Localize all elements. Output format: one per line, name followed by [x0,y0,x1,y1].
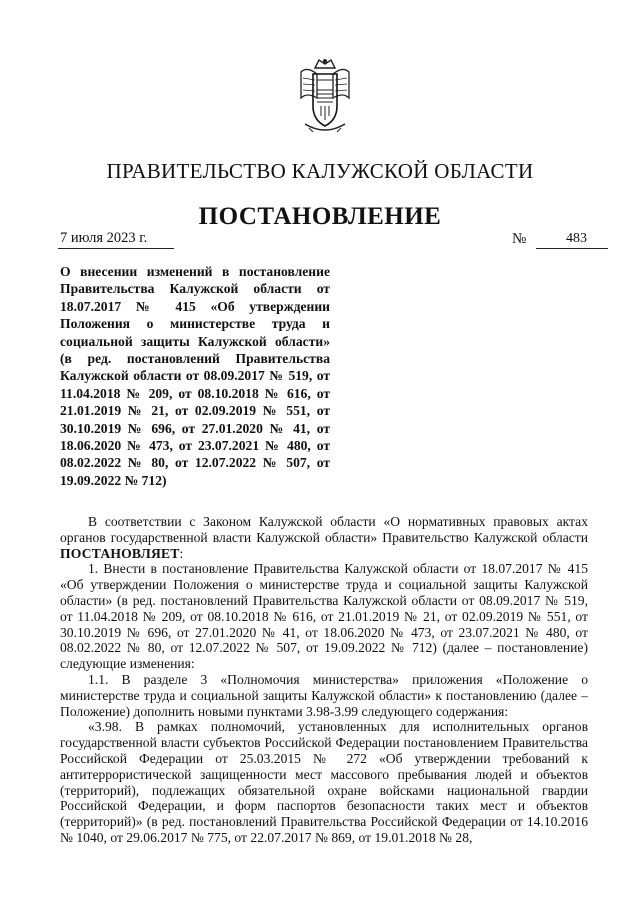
paragraph-1-1: 1.1. В разделе 3 «Полномочия министерства» приложения «Положение о министерстве труда и социальной защиты Калужской области» к постановлению (далее – Положение) дополнить новыми пунктами 3.98-3.99 следующего содержания: [60,671,588,719]
intro-paragraph [60,514,588,561]
intro-text: В соответствии с Законом Калужской области «О нормативных правовых актах органов государственной власти Калужской области» Правительство Калужской области [60,514,588,545]
date-underline [58,248,174,249]
document-date: 7 июля 2023 г. [60,230,148,246]
number-label: № [512,231,527,247]
emblem [297,58,353,136]
document-body [60,514,588,846]
document-subject: О внесении изменений в постановление Правительства Калужской области от 18.07.2017 № 415 «Об утверждении Положения о министерстве труда и социальной защиты Калужской области» (в ред. постановлений Правительства Калужской области от 08.09.2017 № 519, от 11.04.2018 № 209, от 08.10.2018 № 616, от 21.01.2019 № 21, от 02.09.2019 № 551, от 30.10.2019 № 696, от 27.01.2020 № 41, от 18.06.2020 № 473, от 23.07.2021 № 480, от 08.02.2022 № 80, от 12.07.2022 № 507, от 19.09.2022 № 712) [60,264,330,488]
paragraph-1: 1. Внести в постановление Правительства Калужской области от 18.07.2017 № 415 «Об утверждении Положения о министерстве труда и социальной защиты Калужской области» (в ред. постановлений Правительства Калужской области от 08.09.2017 № 519, от 11.04.2018 № 209, от 08.10.2018 № 616, от 21.01.2019 № 21, от 02.09.2019 № 551, от 30.10.2019 № 696, от 27.01.2020 № 41, от 18.06.2020 № 473, от 23.07.2021 № 480, от 08.02.2022 № 80, от 12.07.2022 № 507, от 19.09.2022 № 712) (далее – постановление) следующие изменения: [60,561,588,672]
paragraph-3-98: «3.98. В рамках полномочий, установленных для исполнительных органов государственной власти субъектов Российской Федерации постановлением Правительства Российской Федерации от 25.03.2015 № 272 «Об утверждении требований к антитеррористической защищенности мест массового пребывания людей и объектов (территорий), подлежащих обязательной охране войсками национальной гвардии Российской Федерации, и форм паспортов безопасности таких мест и объектов (территорий)» (в ред. постановлений Правительства Российской Федерации от 14.10.2016 № 1040, от 29.06.2017 № 775, от 22.07.2017 № 869, от 19.01.2018 № 28, [60,719,588,845]
document-type-title: ПОСТАНОВЛЕНИЕ [198,203,442,230]
number-underline [536,248,608,249]
intro-end: : [179,545,184,561]
document-number: 483 [566,231,587,246]
government-title: ПРАВИТЕЛЬСТВО КАЛУЖСКОЙ ОБЛАСТИ [106,159,534,183]
coat-of-arms-icon [297,58,353,136]
resolves-keyword: ПОСТАНОВЛЯЕТ [60,545,180,561]
